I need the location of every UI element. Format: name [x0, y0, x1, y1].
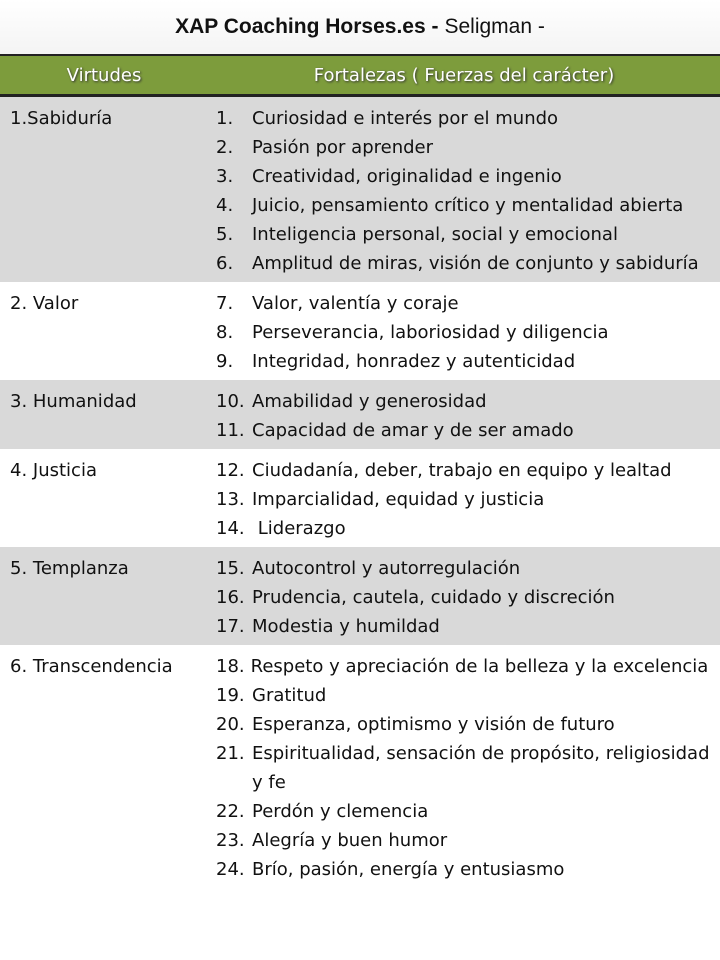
- strength-number: 18.: [216, 656, 245, 677]
- virtue-label: 5. Templanza: [10, 558, 129, 579]
- strengths-list: [216, 387, 720, 445]
- strength-item: [216, 162, 720, 191]
- strength-item: [216, 855, 720, 884]
- strength-item: [216, 318, 720, 347]
- strength-number: 13.: [216, 489, 245, 510]
- strength-item: [216, 797, 720, 826]
- header-fortalezas: Fortalezas ( Fuerzas del carácter): [313, 64, 615, 86]
- table-body: [0, 97, 720, 888]
- strength-number: 12.: [216, 460, 245, 481]
- strength-number: 11.: [216, 420, 245, 441]
- table-header: [0, 54, 720, 97]
- strength-text: Creatividad, originalidad e ingenio: [252, 166, 562, 187]
- strength-item: [216, 554, 720, 583]
- strength-number: 19.: [216, 685, 245, 706]
- strength-text: Respeto y apreciación de la belleza y la excelencia: [250, 656, 709, 677]
- strength-text: Amplitud de miras, visión de conjunto y sabiduría: [252, 253, 699, 274]
- strength-item: [216, 681, 720, 710]
- strength-text: Ciudadanía, deber, trabajo en equipo y lealtad: [252, 460, 672, 481]
- strength-number: 3.: [216, 166, 234, 187]
- page-title: [0, 0, 720, 54]
- strength-text: Gratitud: [252, 685, 327, 706]
- strength-text: Juicio, pensamiento crítico y mentalidad abierta: [252, 195, 684, 216]
- title-subtitle: Seligman -: [444, 15, 545, 38]
- virtue-label: 2. Valor: [10, 293, 79, 314]
- title-brand: XAP Coaching Horses.es -: [175, 15, 439, 38]
- strength-item: [216, 652, 720, 681]
- strength-item: [216, 289, 720, 318]
- strength-number: 16.: [216, 587, 245, 608]
- strength-text: Alegría y buen humor: [252, 830, 448, 851]
- strength-text: Imparcialidad, equidad y justicia: [252, 489, 545, 510]
- strength-text: Capacidad de amar y de ser amado: [252, 420, 574, 441]
- strengths-list: [216, 104, 720, 278]
- strength-item: [216, 416, 720, 445]
- strength-text: Amabilidad y generosidad: [252, 391, 487, 412]
- strength-item: [216, 104, 720, 133]
- strength-item: [216, 220, 720, 249]
- table-row: [0, 97, 720, 282]
- strength-number: 1.: [216, 108, 234, 129]
- strength-number: 22.: [216, 801, 245, 822]
- strength-text: Integridad, honradez y autenticidad: [252, 351, 576, 372]
- strength-number: 7.: [216, 293, 234, 314]
- table-row: [0, 547, 720, 645]
- strength-text: Pasión por aprender: [252, 137, 434, 158]
- strength-number: 9.: [216, 351, 234, 372]
- strength-number: 2.: [216, 137, 234, 158]
- virtue-label: 3. Humanidad: [10, 391, 137, 412]
- strength-item: [216, 191, 720, 220]
- virtue-label: 4. Justicia: [10, 460, 97, 481]
- strength-number: 8.: [216, 322, 234, 343]
- strength-item: [216, 612, 720, 641]
- strength-text: Perseverancia, laboriosidad y diligencia: [252, 322, 609, 343]
- strength-item: [216, 387, 720, 416]
- strength-number: 5.: [216, 224, 234, 245]
- strength-text: Modestia y humildad: [252, 616, 440, 637]
- strength-text: Perdón y clemencia: [252, 801, 429, 822]
- strength-number: 6.: [216, 253, 234, 274]
- strength-number: 4.: [216, 195, 234, 216]
- strength-text: Liderazgo: [252, 518, 346, 539]
- strength-text: Esperanza, optimismo y visión de futuro: [252, 714, 615, 735]
- strength-item: [216, 249, 720, 278]
- strength-number: 21.: [216, 743, 245, 764]
- strengths-list: [216, 652, 720, 884]
- strength-text: Espiritualidad, sensación de propósito, religiosidad y fe: [252, 743, 716, 793]
- strength-text: Valor, valentía y coraje: [252, 293, 459, 314]
- strength-number: 23.: [216, 830, 245, 851]
- strength-item: [216, 826, 720, 855]
- virtue-label: 6. Transcendencia: [10, 656, 173, 677]
- strengths-list: [216, 554, 720, 641]
- strength-item: [216, 485, 720, 514]
- strength-item: [216, 133, 720, 162]
- table-row: [0, 282, 720, 380]
- strength-text: Autocontrol y autorregulación: [252, 558, 521, 579]
- virtue-label: 1.Sabiduría: [10, 108, 113, 129]
- table-row: [0, 645, 720, 888]
- strength-item: [216, 710, 720, 739]
- strength-number: 17.: [216, 616, 245, 637]
- strengths-list: [216, 456, 720, 543]
- strength-text: Brío, pasión, energía y entusiasmo: [252, 859, 565, 880]
- strength-text: Curiosidad e interés por el mundo: [252, 108, 559, 129]
- strength-number: 15.: [216, 558, 245, 579]
- strength-item: [216, 514, 720, 543]
- strength-item: [216, 456, 720, 485]
- strength-item: [216, 347, 720, 376]
- table-row: [0, 380, 720, 449]
- header-virtudes: Virtudes: [66, 64, 142, 86]
- table-row: [0, 449, 720, 547]
- strength-item: [216, 739, 720, 797]
- strengths-list: [216, 289, 720, 376]
- strength-text: Inteligencia personal, social y emocional: [252, 224, 618, 245]
- strength-number: 10.: [216, 391, 245, 412]
- strength-text: Prudencia, cautela, cuidado y discreción: [252, 587, 615, 608]
- strength-number: 14.: [216, 518, 245, 539]
- strength-number: 20.: [216, 714, 245, 735]
- strength-number: 24.: [216, 859, 245, 880]
- strength-item: [216, 583, 720, 612]
